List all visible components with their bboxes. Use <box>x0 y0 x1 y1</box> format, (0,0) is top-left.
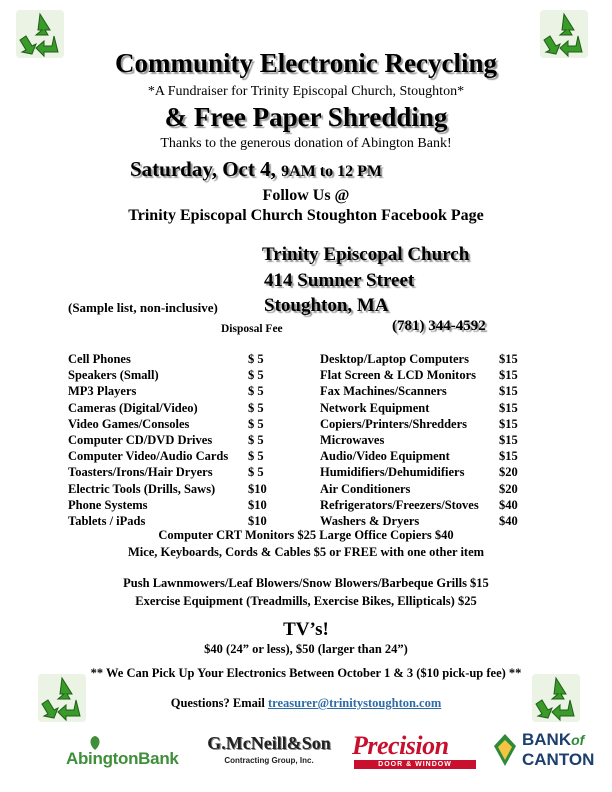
event-time: 9AM to 12 PM <box>281 163 382 180</box>
page-title: Community Electronic Recycling <box>115 48 497 78</box>
facebook-page: Trinity Episcopal Church Stoughton Facebook Page <box>128 207 484 224</box>
item-price: $ 5 <box>248 368 264 383</box>
mcneill-logo <box>198 733 340 773</box>
item-price: $ 5 <box>248 465 264 480</box>
crt-copiers-line: Computer CRT Monitors $25 Large Office Copiers $40 <box>158 528 454 542</box>
item-price: $ 5 <box>248 416 264 431</box>
item-price: $15 <box>499 433 518 447</box>
questions-label: Questions? Email <box>170 696 265 710</box>
canton-of-text: of <box>571 732 585 748</box>
canton-line2: CANTON <box>522 750 595 769</box>
item-price: $ 5 <box>248 400 264 415</box>
city: Stoughton, MA <box>264 295 389 316</box>
item-name: Computer CD/DVD Drives <box>68 433 213 447</box>
pickup-note: ** We Can Pick Up Your Electronics Between October 1 & 3 ($10 pick-up fee) ** <box>90 666 522 680</box>
event-date <box>130 157 382 182</box>
item-price: $15 <box>499 368 518 383</box>
item-name: Fax Machines/Scanners <box>320 384 447 399</box>
item-name: MP3 Players <box>68 384 137 399</box>
item-price: $40 <box>499 497 518 512</box>
item-name: Washers & Dryers <box>320 514 420 528</box>
item-price: $20 <box>499 465 518 480</box>
bank-of-canton-logo <box>492 728 602 774</box>
church-name: Trinity Episcopal Church <box>262 244 470 265</box>
item-name: Microwaves <box>320 433 385 447</box>
item-name: Video Games/Consoles <box>68 416 190 431</box>
item-price: $ 5 <box>248 384 264 399</box>
precision-logo <box>350 731 480 771</box>
disposal-fee-label: Disposal Fee <box>221 323 283 335</box>
item-name: Speakers (Small) <box>68 368 159 383</box>
canton-emblem-icon <box>492 732 518 768</box>
fundraiser-note: *A Fundraiser for Trinity Episcopal Church, Stoughton* <box>147 84 465 99</box>
mcneill-sub-text: Contracting Group, Inc. <box>224 756 314 765</box>
subtitle-shredding: & Free Paper Shredding <box>164 102 448 132</box>
item-name: Network Equipment <box>320 400 430 415</box>
item-name: Electric Tools (Drills, Saws) <box>68 481 216 496</box>
item-name: Phone Systems <box>68 497 148 512</box>
canton-line1 <box>522 730 584 750</box>
item-price: $15 <box>499 352 518 366</box>
item-name: Copiers/Printers/Shredders <box>320 416 467 431</box>
item-name: Air Conditioners <box>320 481 411 496</box>
sample-note: (Sample list, non-inclusive) <box>68 300 218 315</box>
street-address: 414 Sumner Street <box>264 270 415 291</box>
precision-main-text: Precision <box>352 731 449 760</box>
phone-number: (781) 344-4592 <box>392 318 486 334</box>
abington-bank-text: AbingtonBank <box>66 749 179 768</box>
exercise-equipment-line: Exercise Equipment (Treadmills, Exercise Bikes, Ellipticals) $25 <box>135 594 477 608</box>
tv-heading: TV’s! <box>283 619 329 640</box>
mice-keyboards-line: Mice, Keyboards, Cords & Cables $5 or FREE with one other item <box>127 545 485 559</box>
item-name: Refrigerators/Freezers/Stoves <box>320 497 479 512</box>
abington-bank-logo <box>66 734 194 774</box>
item-name: Tablets / iPads <box>68 514 146 528</box>
precision-sub-text: DOOR & WINDOW <box>354 760 476 769</box>
mcneill-main-text: G.McNeill&Son <box>207 733 331 753</box>
email-link[interactable]: treasurer@trinitystoughton.com <box>267 696 442 710</box>
item-price: $40 <box>499 514 518 528</box>
item-price: $10 <box>248 497 267 512</box>
item-name: Desktop/Laptop Computers <box>320 352 469 366</box>
item-price: $15 <box>499 449 518 464</box>
item-price: $ 5 <box>248 449 264 464</box>
item-name: Humidifiers/Dehumidifiers <box>320 465 465 480</box>
item-name: Flat Screen & LCD Monitors <box>320 368 476 383</box>
item-name: Toasters/Irons/Hair Dryers <box>68 465 213 480</box>
thanks-note: Thanks to the generous donation of Abington Bank! <box>160 136 452 151</box>
item-price: $20 <box>499 481 518 496</box>
follow-us: Follow Us @ <box>262 187 350 204</box>
canton-bank-text: BANK <box>522 730 572 749</box>
lawn-equipment-line: Push Lawnmowers/Leaf Blowers/Snow Blowers/Barbeque Grills $15 <box>123 576 489 590</box>
event-date-main: Saturday, Oct 4, <box>130 157 276 181</box>
item-price: $10 <box>248 481 267 496</box>
item-name: Cell Phones <box>68 352 131 366</box>
item-name: Cameras (Digital/Video) <box>68 400 198 415</box>
item-name: Computer Video/Audio Cards <box>68 449 229 464</box>
item-price: $ 5 <box>248 352 264 366</box>
item-price: $15 <box>499 416 518 431</box>
item-price: $ 5 <box>248 433 264 447</box>
item-price: $15 <box>499 400 518 415</box>
tv-prices: $40 (24” or less), $50 (larger than 24”) <box>204 642 408 656</box>
questions-line <box>0 696 612 711</box>
item-name: Audio/Video Equipment <box>320 449 450 464</box>
item-price: $15 <box>499 384 518 399</box>
item-price: $10 <box>248 514 267 528</box>
